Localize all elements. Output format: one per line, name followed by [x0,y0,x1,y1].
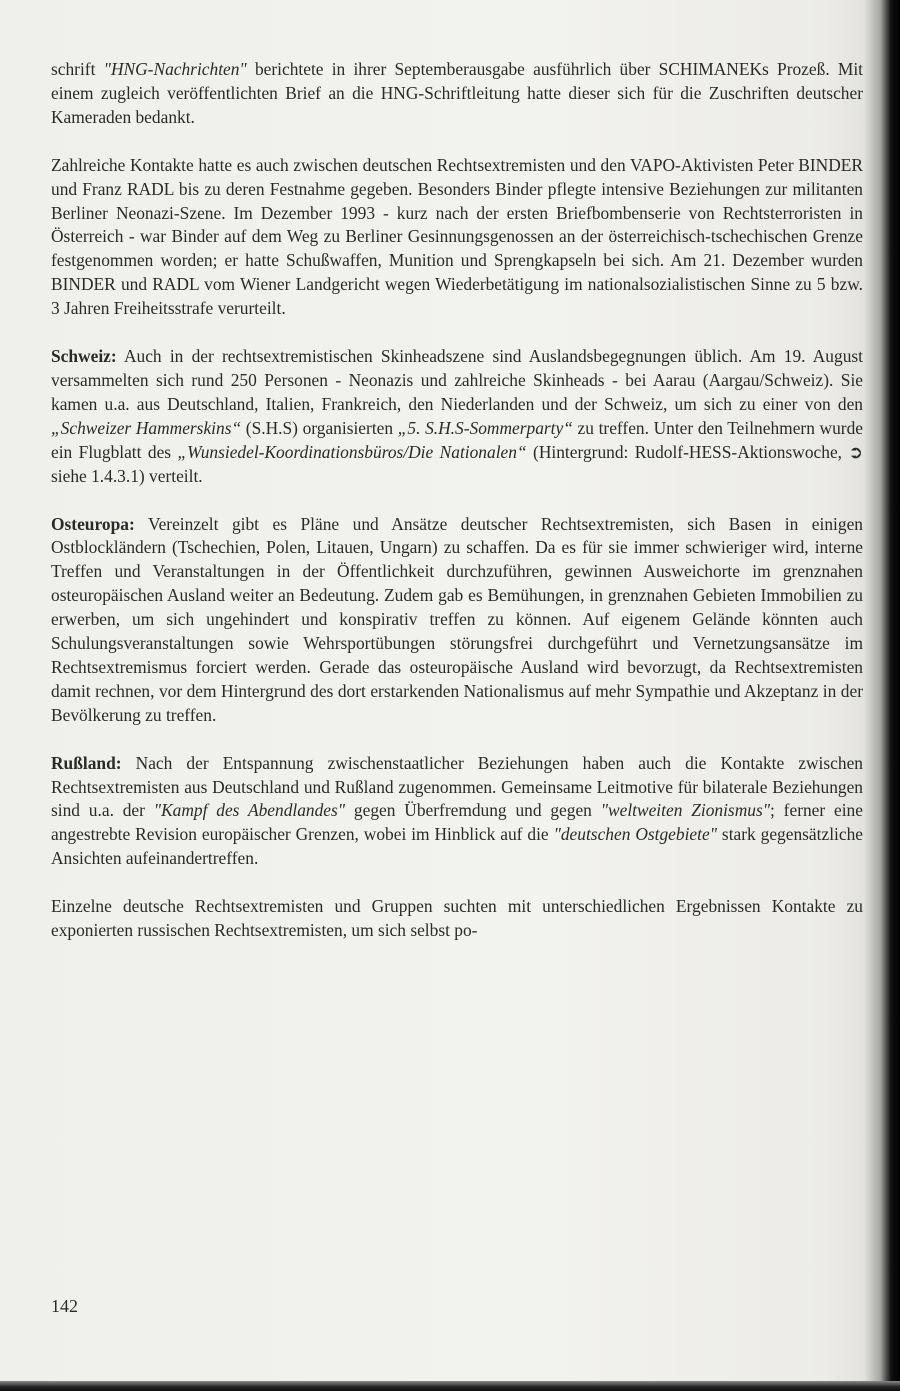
paragraph-osteuropa: Osteuropa: Vereinzelt gibt es Pläne und Ansätze deutscher Rechtsextremisten, sich Basen in einigen Ostblockländern (Tschechien, Polen, Litauen, Ungarn) zu schaffen. Da es für sie immer schwieriger wird, interne Treffen und Veranstaltungen in der Öffentlichkeit durchzuführen, gewinnen Ausweichorte im grenznahen osteuropäischen Ausland weiter an Bedeutung. Zudem gab es Bemühungen, in grenznahen Gebieten Immobilien zu erwerben, um sich ungehindert und konspirativ treffen zu können. Auf eigenem Gelände könnten auch Schulungsveranstaltungen sowie Wehrsportübungen störungsfrei durchgeführt und Vernetzungsansätze im Rechtsextremismus forciert werden. Gerade das osteuropäische Ausland wird bevorzugt, da Rechtsextremisten damit rechnen, vor dem Hintergrund des dort erstarkenden Nationalismus auf mehr Sympathie und Akzeptanz in der Bevölkerung zu treffen. [51,513,863,725]
scan-bottom-edge [0,1381,900,1391]
section-label-russland: Rußland: [51,752,122,773]
paragraph-hng: schrift "HNG-Nachrichten" berichtete in ihrer Septemberausgabe ausführlich über SCHIMANEKs Prozeß. Mit einem zugleich veröffentlichten Brief an die HNG-Schriftleitung hatte dieser sich für die Zuschriften deutscher Kameraden bedankt. [51,59,864,127]
section-label-osteuropa: Osteuropa: [51,513,135,534]
body-text [51,58,863,959]
paragraph-russland: Rußland: Nach der Entspannung zwischenstaatlicher Beziehungen haben auch die Kontakte zwischen Rechtsextremisten aus Deutschland und Rußland zugenommen. Gemeinsame Leitmotive für bilaterale Beziehungen sind u.a. der "Kampf des Abendlandes" gegen Überfremdung und gegen "weltweiten Zionismus"; ferner eine angestrebte Revision europäischer Grenzen, wobei im Hinblick auf die "deutschen Ostgebiete" stark gegensätzliche Ansichten aufeinandertreffen. [51,752,864,869]
section-label-schweiz: Schweiz: [51,346,117,367]
paragraph-vapo: Zahlreiche Kontakte hatte es auch zwischen deutschen Rechtsextremisten und den VAPO-Aktivisten Peter BINDER und Franz RADL bis zu deren Festnahme gegeben. Besonders Binder pflegte intensive Beziehungen zur militanten Berliner Neonazi-Szene. Im Dezember 1993 - kurz nach der ersten Briefbombenserie von Rechtsterroristen in Österreich - war Binder auf dem Weg zu Berliner Gesinnungsgenossen an der österreichisch-tschechischen Grenze festgenommen worden; er hatte Schußwaffen, Munition und Sprengkapseln bei sich. Am 21. Dezember wurden BINDER und RADL vom Wiener Landgericht wegen Wiederbetätigung im nationalsozialistischen Sinne zu 5 bzw. 3 Jahren Freiheitsstrafe verurteilt. [51,154,863,319]
paragraph-einzelne: Einzelne deutsche Rechtsextremisten und Gruppen suchten mit unterschiedlichen Ergebnissen Kontakte zu exponierten russischen Rechtsextremisten, um sich selbst po- [51,896,863,941]
binding-edge-shadow [864,0,900,1391]
page-number: 142 [51,1296,78,1316]
paragraph-schweiz: Schweiz: Auch in der rechtsextremistischen Skinheadszene sind Auslandsbegegnungen üblich. Am 19. August versammelten sich rund 250 Personen - Neonazis und zahlreiche Skinheads - bei Aarau (Aargau/Schweiz). Sie kamen u.a. aus Deutschland, Italien, Frankreich, den Niederlanden und der Schweiz, um sich zu einer von den „Schweizer Hammerskins“ (S.H.S) organisierten „5. S.H.S-Sommerparty“ zu treffen. Unter den Teilnehmern wurde ein Flugblatt des „Wunsiedel-Koordinationsbüros/Die Nationalen“ (Hintergrund: Rudolf-HESS-Aktionswoche, ➲ siehe 1.4.3.1) verteilt. [51,346,864,486]
